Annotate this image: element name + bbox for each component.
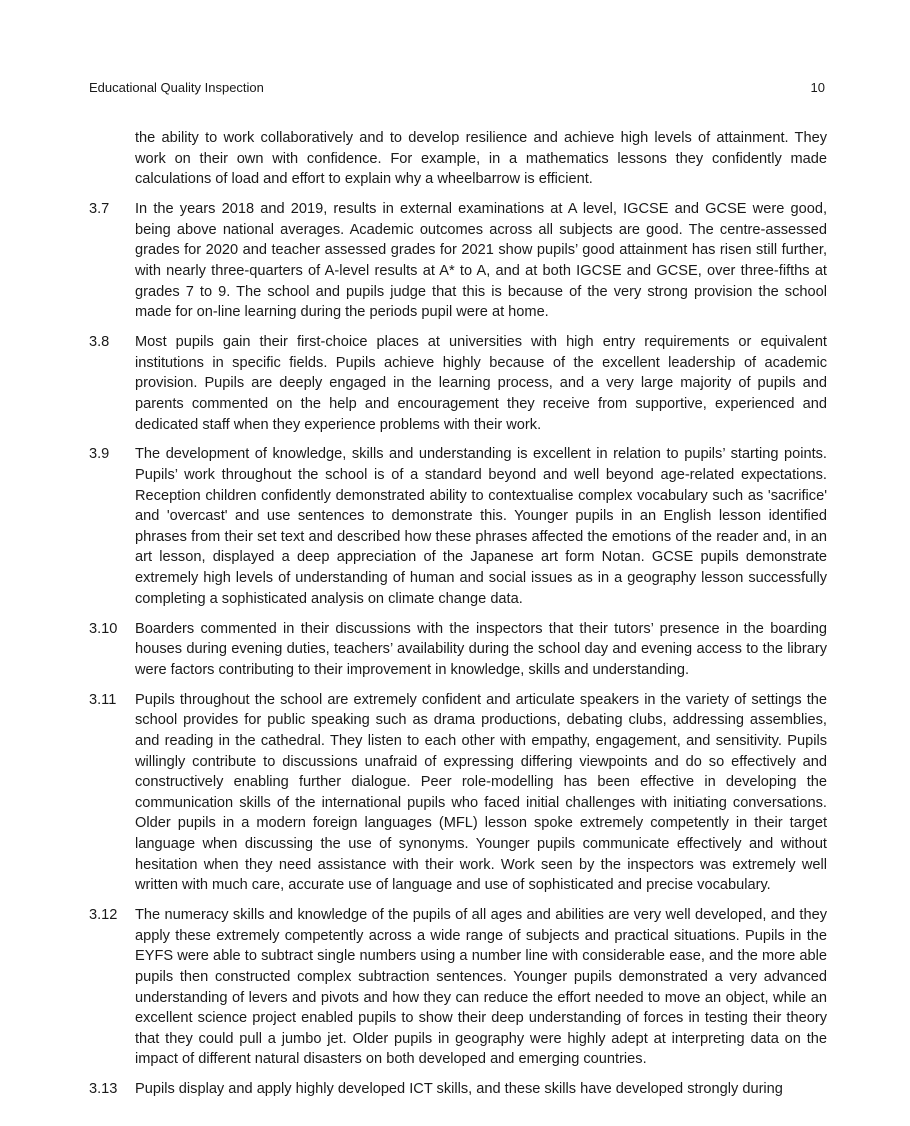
paragraph-number: 3.7	[89, 201, 110, 218]
page-header	[89, 79, 827, 97]
paragraph-number: 3.9	[89, 446, 110, 463]
document-title: Educational Quality Inspection	[89, 80, 264, 95]
paragraph-text: The numeracy skills and knowledge of the pupils of all ages and abilities are very well developed, and they apply these extremely competently across a wide range of subjects and practical situations. Pupils in the EYFS were able to subtract single numbers using a number line with considerable ease, and the more able pupils then constructed complex subtraction sentences. Younger pupils demonstrated a very advanced understanding of levers and pivots and how they can reduce the effort needed to move an object, while an excellent science project enabled pupils to show their deep understanding of forces in testing their theory that they could pull a jumbo jet. Older pupils in geography were highly adept at interpreting data on the impact of different natural disasters on both developed and emerging countries.	[135, 907, 827, 1068]
paragraph-3-10	[89, 619, 827, 681]
paragraph-text: Most pupils gain their first-choice places at universities with high entry requirements or equivalent institutions in specific fields. Pupils achieve highly because of the excellent leadership of academic provision. Pupils are deeply engaged in the learning process, and a very large majority of pupils and parents commented on the help and encouragement they receive from supportive, experienced and dedicated staff when they experience problems with their work.	[135, 334, 827, 433]
paragraph-text: Pupils display and apply highly developed ICT skills, and these skills have developed strongly during	[135, 1081, 783, 1098]
paragraph-number: 3.13	[89, 1081, 118, 1098]
document-body	[89, 128, 827, 1109]
paragraph-text: Pupils throughout the school are extremely confident and articulate speakers in the variety of settings the school provides for public speaking such as drama productions, debating clubs, addressing assemblies, and reading in the cathedral. They listen to each other with empathy, engagement, and sensitivity. Pupils willingly contribute to discussions unafraid of expressing differing viewpoints and do so effectively and constructively enabling further dialogue. Peer role-modelling has been effective in developing the communication skills of the international pupils who faced initial challenges with initiating conversations. Older pupils in a modern foreign languages (MFL) lesson spoke extremely competently in their target language when discussing the use of synonyms. Younger pupils communicate effectively and without hesitation when they need assistance with their work. Work seen by the inspectors was extremely well written with much care, accurate use of language and use of sophisticated and precise vocabulary.	[135, 691, 827, 894]
paragraph-text: Boarders commented in their discussions with the inspectors that their tutors’ presence in the boarding houses during evening duties, teachers’ availability during the school day and evening access to the library were factors contributing to their improvement in knowledge, skills and understanding.	[135, 620, 827, 678]
paragraph-3-11	[89, 690, 827, 896]
paragraph-3-7	[89, 199, 827, 323]
paragraph-number: 3.11	[89, 691, 117, 708]
paragraph-continued	[89, 128, 827, 190]
page-number: 10	[810, 80, 825, 95]
paragraph-3-9	[89, 444, 827, 609]
paragraph-3-8	[89, 332, 827, 435]
paragraph-text: the ability to work collaboratively and to develop resilience and achieve high levels of attainment. They work on their own with confidence. For example, in a mathematics lessons they confidently made calculations of load and effort to explain why a wheelbarrow is efficient.	[135, 130, 827, 188]
paragraph-3-13	[89, 1079, 827, 1100]
paragraph-number: 3.10	[89, 620, 118, 637]
paragraph-text: The development of knowledge, skills and understanding is excellent in relation to pupils’ starting points. Pupils’ work throughout the school is of a standard beyond and well beyond age-related expectations. Reception children confidently demonstrated ability to contextualise complex vocabulary such as 'sacrifice' and 'overcast' and use sentences to demonstrate this. Younger pupils in an English lesson identified phrases from their set text and described how these phrases affected the emotions of the reader and, in an art lesson, displayed a deep appreciation of the Japanese art form Notan. GCSE pupils demonstrate extremely high levels of understanding of human and social issues as in a geography lesson successfully completing a sophisticated analysis on climate change data.	[135, 446, 827, 607]
paragraph-text: In the years 2018 and 2019, results in external examinations at A level, IGCSE and GCSE were good, being above national averages. Academic outcomes across all subjects are good. The centre-assessed grades for 2020 and teacher assessed grades for 2021 show pupils’ good attainment has risen still further, with nearly three-quarters of A-level results at A* to A, and at both IGCSE and GCSE, over three-fifths at grades 7 to 9. The school and pupils judge that this is because of the very strong provision the school made for on-line learning during the periods pupil were at home.	[135, 201, 827, 321]
paragraph-number: 3.8	[89, 334, 110, 351]
paragraph-3-12	[89, 905, 827, 1070]
paragraph-number: 3.12	[89, 907, 118, 924]
